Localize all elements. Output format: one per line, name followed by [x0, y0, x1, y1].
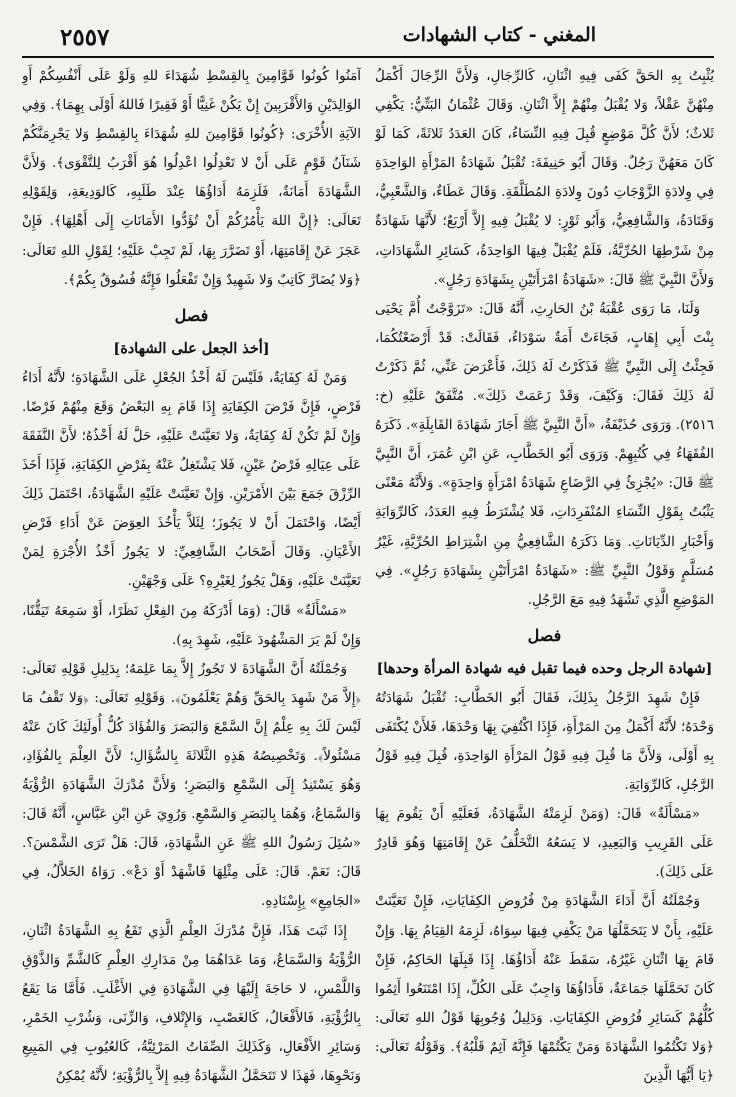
paragraph: وَمَنْ لَهُ كِفَايَةٌ، فَلَيْسَ لَهُ أَخْذُ الجُعْلِ عَلَى الشَّهَادَةِ؛ لأَنَّهُ أَدَاءُ فَرْضٍ، فَإِنَّ فَرْضَ الكِفَايَةِ إِذَا قَامَ بِهِ البَعْضُ وَقَعَ مِنْهُمْ فَرْضًا. وَإِنْ لَمْ تَكُنْ لَهُ كِفَايَةٌ، وَلا تَعَيَّنَتْ عَلَيْهِ، حَلَّ لَهُ أَخْذُهُ؛ لأَنَّ النَّفَقَةَ عَلَى عِيَالِهِ فَرْضُ عَيْنٍ، فَلا يَشْتَغِلُ عَنْهُ بِفَرْضِ الكِفَايَةِ، فَإِذَا أَخَذَ الرِّزْقَ جَمَعَ بَيْنَ الأَمْرَيْنِ. وَإِنْ تَعَيَّنَتْ عَلَيْهِ الشَّهَادَةُ، احْتَمَلَ ذَلِكَ أَيْضًا، وَاحْتَمَلَ أَنْ لا يَجُوزَ؛ لِئَلاَّ يَأْخُذَ العِوَضَ عَنْ أَدَاءِ فَرْضِ الأَعْيَانِ. وَقَالَ أَصْحَابُ الشَّافِعِيِّ: لا يَجُوزُ أَخْذُ الأُجْرَةِ لِمَنْ تَعَيَّنَتْ عَلَيْهِ، وَهَلْ يَجُوزُ لِغَيْرِهِ؟ عَلَى وَجْهَيْنِ.: [22, 370, 361, 590]
left-column: [22, 62, 361, 1085]
text-columns: [22, 62, 714, 1085]
paragraph: يُثْبِتُ بِهِ الحَقَّ كَفَى فِيهِ اثْنَانِ، كَالرِّجَالِ، وَلأَنَّ الرِّجَالَ أَكْمَلُ مِنْهُنَّ عَقْلاً، وَلا يُقْبَلُ مِنْهُمْ إِلاَّ اثْنَانِ. وَقَالَ عُثْمَانُ البَتِّيُّ: يَكْفِي ثَلاثٌ؛ لأَنَّ كُلَّ مَوْضِعٍ قُبِلَ فِيهِ النِّسَاءُ، كَانَ العَدَدُ ثَلاثَةً، كَمَا لَوْ كَانَ مَعَهُنَّ رَجُلٌ. وَقَالَ أَبُو حَنِيفَةَ: تُقْبَلُ شَهَادَةُ المَرْأَةِ الوَاحِدَةِ فِي وِلادَةِ الزَّوْجَاتِ دُونَ وِلادَةِ المُطَلَّقَةِ. وَقَالَ عَطَاءٌ، وَالشَّعْبِيُّ، وَقَتَادَةُ، وَالشَّافِعِيُّ، وَأَبُو ثَوْرٍ: لا يُقْبَلُ فِيهِ إِلاَّ أَرْبَعٌ؛ لأَنَّهَا شَهَادَةٌ مِنْ شَرْطِهَا الحُرِّيَّةُ، فَلَمْ يُقْبَلْ فِيهَا الوَاحِدَةُ، كَسَائِرِ الشَّهَادَاتِ، وَلأَنَّ النَّبِيَّ ﷺ قَالَ: «شَهَادَةُ امْرَأَتَيْنِ بِشَهَادَةِ رَجُلٍ».: [375, 69, 714, 288]
paragraph: فَإِنْ شَهِدَ الرَّجُلُ بِذَلِكَ، فَقَالَ أَبُو الخَطَّابِ: تُقْبَلُ شَهَادَتُهُ وَحْدَهُ؛ لأَنَّهُ أَكْمَلُ مِنَ المَرْأَةِ، فَإِذَا اكْتُفِيَ بِهَا وَحْدَهَا، فَلأَنْ يُكْتَفَى بِهِ أَوْلَى، وَلأَنَّ مَا قُبِلَ فِيهِ قَوْلُ المَرْأَةِ الوَاحِدَةِ، قُبِلَ فِيهِ قَوْلُ الرَّجُلِ، كَالرِّوَايَةِ.: [375, 690, 714, 794]
title-separator: -: [528, 24, 537, 46]
header-rule: [22, 56, 714, 58]
running-title: [403, 24, 596, 46]
page-header: [22, 0, 714, 54]
section-title: [شهادة الرجل وحده فيما تقبل فيه شهادة المرأة وحدها]: [376, 659, 713, 677]
section-heading: فصل: [174, 305, 209, 325]
right-column: [375, 62, 714, 1085]
paragraph: آمَنُوا كُونُوا قَوَّامِينَ بِالقِسْطِ شُهَدَاءَ للهِ وَلَوْ عَلَى أَنْفُسِكُمْ أَوِ الوَالِدَيْنِ وَالأَقْرَبِينَ إِنْ يَكُنْ غَنِيًّا أَوْ فَقِيرًا فَاللهُ أَوْلَى بِهِمَا﴾. وَفِي الآيَةِ الأُخْرَى: ﴿كُونُوا قَوَّامِينَ للهِ شُهَدَاءَ بِالقِسْطِ وَلا يَجْرِمَنَّكُمْ شَنَآنُ قَوْمٍ عَلَى أَنْ لا تَعْدِلُوا اعْدِلُوا هُوَ أَقْرَبُ لِلتَّقْوَى﴾. وَلأَنَّ الشَّهَادَةَ أَمَانَةٌ، فَلَزِمَهُ أَدَاؤُهَا عِنْدَ طَلَبِهِ، كَالوَدِيعَةِ، وَلِقَوْلِهِ تَعَالَى: ﴿إِنَّ اللهَ يَأْمُرُكُمْ أَنْ تُؤَدُّوا الأَمَانَاتِ إِلَى أَهْلِهَا﴾. فَإِنْ عَجَزَ عَنْ إِقَامَتِهَا، أَوْ تَضَرَّرَ بِهَا، لَمْ تَجِبْ عَلَيْهِ؛ لِقَوْلِ اللهِ تَعَالَى: ﴿وَلا يُضَارَّ كَاتِبٌ وَلا شَهِيدٌ وَإِنْ تَفْعَلُوا فَإِنَّهُ فُسُوقٌ بِكُمْ﴾.: [22, 69, 361, 288]
chapter-title: كتاب الشهادات: [402, 24, 523, 46]
paragraph: إِذَا ثَبَتَ هَذَا، فَإِنَّ مُدْرَكَ العِلْمِ الَّذِي تَقَعُ بِهِ الشَّهَادَةُ اثْنَانِ، الرُّؤْيَةُ وَالسَّمَاعُ، وَمَا عَدَاهُمَا مِنْ مَدَارِكِ العِلْمِ كَالشَّمِّ وَالذَّوْقِ وَاللَّمْسِ، لا حَاجَةَ إِلَيْهَا فِي الشَّهَادَةِ فِي الأَغْلَبِ. فَأَمَّا مَا يَقَعُ بِالرُّؤْيَةِ، فَالأَفْعَالُ، كَالغَصْبِ، وَالإِتْلافِ، وَالزِّنَى، وَشُرْبِ الخَمْرِ، وَسَائِرِ الأَفْعَالِ، وَكَذَلِكَ الصِّفَاتُ المَرْئِيَّةُ، كَالعُيُوبِ فِي المَبِيعِ وَنَحْوِهَا، فَهَذَا لا تَتَحَمَّلُ الشَّهَادَةُ فِيهِ إِلاَّ بِالرُّؤْيَةِ؛ لأَنَّهُ يُمْكِنُ: [22, 923, 361, 1084]
page-number: ٢٥٥٧: [60, 24, 110, 51]
section-title: [أخذ الجعل على الشهادة]: [113, 339, 270, 357]
paragraph: وَجُمْلَتُهُ أَنَّ الشَّهَادَةَ لا تَجُوزُ إِلاَّ بِمَا عَلِمَهُ؛ بِدَلِيلِ قَوْلِهِ تَعَالَى: ﴿إِلاَّ مَنْ شَهِدَ بِالحَقِّ وَهُمْ يَعْلَمُونَ﴾. وَقَوْلِهِ تَعَالَى: ﴿وَلا تَقْفُ مَا لَيْسَ لَكَ بِهِ عِلْمٌ إِنَّ السَّمْعَ وَالبَصَرَ وَالفُؤَادَ كُلُّ أُولَئِكَ كَانَ عَنْهُ مَسْئُولاً﴾. وَتَخْصِيصُهُ هَذِهِ الثَّلاثَةَ بِالسُّؤَالِ؛ لأَنَّ العِلْمَ بِالفُؤَادِ، وَهُوَ يَسْتَنِدُ إِلَى السَّمْعِ وَالبَصَرِ؛ وَلأَنَّ مُدْرَكَ الشَّهَادَةِ الرُّؤْيَةُ وَالسَّمَاعُ، وَهُمَا بِالبَصَرِ وَالسَّمْعِ. وَرُوِيَ عَنِ ابْنِ عَبَّاسٍ، أَنَّهُ قَالَ: «سُئِلَ رَسُولُ اللهِ ﷺ عَنِ الشَّهَادَةِ، قَالَ: هَلْ تَرَى الشَّمْسَ؟. قَالَ: نَعَمْ. قَالَ: عَلَى مِثْلِهَا فَاشْهَدْ أَوْ دَعْ». رَوَاهُ الخَلاَّلُ، فِي «الجَامِعِ» بِإِسْنَادِهِ.: [22, 661, 361, 910]
paragraph: وَلَنَا، مَا رَوَى عُقْبَةُ بْنُ الحَارِثِ، أَنَّهُ قَالَ: «تَزَوَّجْتُ أُمَّ يَحْيَى بِنْتَ أَبِي إِهَابٍ، فَجَاءَتْ أَمَةٌ سَوْدَاءُ، فَقَالَتْ: قَدْ أَرْضَعْتُكُمَا، فَجِئْتُ إِلَى النَّبِيِّ ﷺ فَذَكَرْتُ لَهُ ذَلِكَ، فَأَعْرَضَ عَنِّي، ثُمَّ ذَكَرْتُ لَهُ ذَلِكَ فَقَالَ: وَكَيْفَ، وَقَدْ زَعَمَتْ ذَلِكَ». مُتَّفَقٌ عَلَيْهِ (خ: ٢٥١٦). وَرَوَى حُذَيْفَةُ، «أَنَّ النَّبِيَّ ﷺ أَجَازَ شَهَادَةَ القَابِلَةِ». ذَكَرَهُ الفُقَهَاءُ فِي كُتُبِهِمْ. وَرَوَى أَبُو الخَطَّابِ، عَنِ ابْنِ عُمَرَ، أَنَّ النَّبِيَّ ﷺ قَالَ: «يُجْزِئُ فِي الرَّضَاعِ شَهَادَةُ امْرَأَةٍ وَاحِدَةٍ». وَلأَنَّهُ مَعْنًى يَثْبُتُ بِقَوْلِ النِّسَاءِ المُنْفَرِدَاتِ، فَلا يُشْتَرَطُ فِيهِ العَدَدُ، كَالرِّوَايَةِ وَأَخْبَارِ الدِّيَانَاتِ. وَمَا ذَكَرَهُ الشَّافِعِيُّ مِنِ اشْتِرَاطِ الحُرِّيَّةِ، غَيْرُ مُسَلَّمٍ وَقَوْلُ النَّبِيِّ ﷺ: «شَهَادَةُ امْرَأَتَيْنِ بِشَهَادَةِ رَجُلٍ». فِي المَوْضِعِ الَّذِي تَشْهَدُ فِيهِ مَعَ الرَّجُلِ.: [375, 301, 714, 608]
book-title: المغني: [543, 24, 596, 46]
paragraph: «مَسْأَلَةٌ» قَالَ: (وَمَا أَدْرَكَهُ مِنَ الفِعْلِ نَظَرًا، أَوْ سَمِعَهُ تَيَقُّنًا، وَإِنْ لَمْ يَرَ المَشْهُودَ عَلَيْهِ، شَهِدَ بِهِ).: [22, 603, 361, 648]
section-heading: فصل: [527, 625, 562, 645]
paragraph: «مَسْأَلَةٌ» قَالَ: (وَمَنْ لَزِمَتْهُ الشَّهَادَةُ، فَعَلَيْهِ أَنْ يَقُومَ بِهَا عَلَى القَرِيبِ وَالبَعِيدِ، لا يَسَعُهُ التَّخَلُّفُ عَنْ إِقَامَتِهَا وَهُوَ قَادِرٌ عَلَى ذَلِكَ).: [375, 807, 714, 881]
paragraph: وَجُمْلَتُهُ أَنَّ أَدَاءَ الشَّهَادَةِ مِنْ فُرُوضِ الكِفَايَاتِ، فَإِنْ تَعَيَّنَتْ عَلَيْهِ، بِأَنْ لا يَتَحَمَّلُهَا مَنْ يَكْفِي فِيهَا سِوَاهُ، لَزِمَهُ القِيَامُ بِهَا. وَإِنْ قَامَ بِهَا اثْنَانِ غَيْرُهُ، سَقَطَ عَنْهُ أَدَاؤُهَا. إِذَا قَبِلَهَا الحَاكِمُ، فَإِنْ كَانَ تَحَمَّلَهَا جَمَاعَةٌ، فَأَدَاؤُهَا وَاجِبٌ عَلَى الكُلِّ، إِذَا امْتَنَعُوا أَثِمُوا كُلُّهُمْ كَسَائِرِ فُرُوضِ الكِفَايَاتِ. وَدَلِيلُ وُجُوبِهَا قَوْلُ اللهِ تَعَالَى: ﴿وَلا تَكْتُمُوا الشَّهَادَةَ وَمَنْ يَكْتُمْهَا فَإِنَّهُ آثِمٌ قَلْبُهُ﴾. وَقَوْلُهُ تَعَالَى: ﴿يَا أَيُّهَا الَّذِينَ: [375, 894, 714, 1084]
